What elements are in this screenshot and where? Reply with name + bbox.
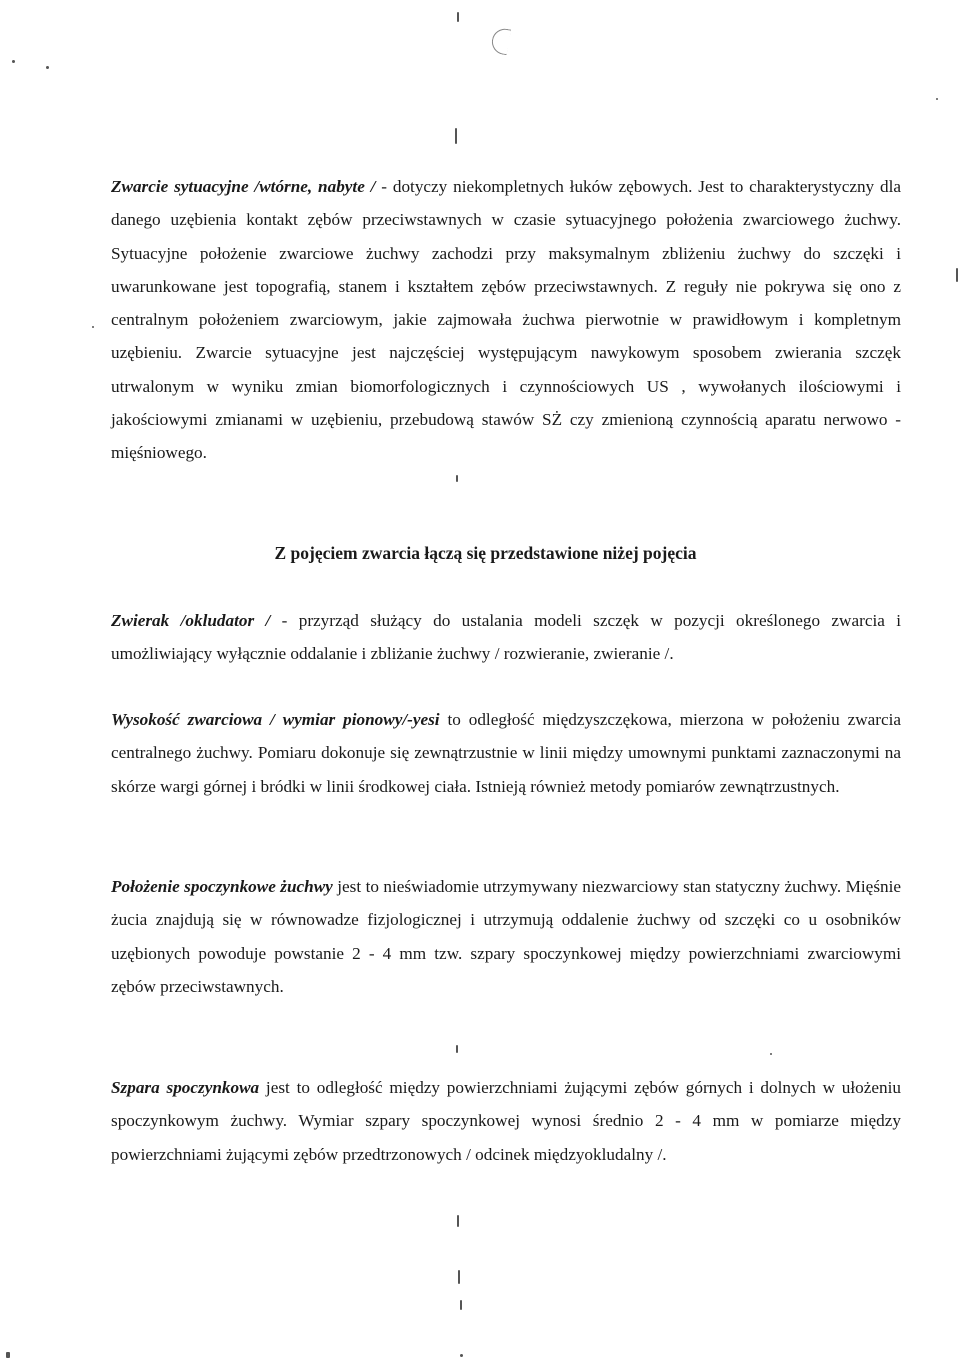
paragraph-polozenie-spoczynkowe (111, 870, 901, 1003)
term-zwarcie-sytuacyjne: Zwarcie sytuacyjne /wtórne, nabyte / (111, 177, 376, 196)
scan-speck (770, 1053, 772, 1055)
scan-speck (460, 1300, 462, 1310)
section-heading: Z pojęciem zwarcia łączą się przedstawione niżej pojęcia (274, 543, 697, 563)
paragraph-zwarcie-sytuacyjne (111, 170, 901, 470)
definition-zwarcie-sytuacyjne: - dotyczy niekompletnych łuków zębowych. Jest to charakterystyczny dla danego uzębienia kontakt zębów przeciwstawnych w czasie sytuacyjnego położenia zwarciowego żuchwy. Sytuacyjne położenie zwarciowe żuchwy zachodzi przy maksymalnym zbliżeniu żuchwy do szczęki i uwarunkowane jest topografią, stanem i kształtem zębów przeciwstawnych. Z reguły nie pokrywa się ono z centralnym położeniem zwarciowym, jakie zajmowała żuchwa pierwotnie w prawidłowym i kompletnym uzębieniu. Zwarcie sytuacyjne jest najczęściej występującym nawykowym sposobem zwierania szczęk utrwalonym w wyniku zmian biomorfologicznych i czynnościowych US , wywołanych ilościowymi i jakościowymi zmianami w uzębieniu, przebudową stawów SŻ czy zmienioną czynnością aparatu nerwowo - mięśniowego. (111, 177, 901, 463)
term-zwierak: Zwierak /okludator / (111, 611, 271, 630)
scan-speck (458, 1270, 460, 1284)
scan-speck (455, 128, 457, 144)
definition-wysokosc-zwarciowa: to odległość międzyszczękowa, mierzona w położeniu zwarcia centralnego żuchwy. Pomiaru dokonuje się zewnątrzustnie w linii między umownymi punktami zaznaczonymi na skórze wargi górnej i bródki w linii środkowej ciała. Istnieją również metody pomiarów zewnątrzustnych. (111, 710, 901, 796)
definition-zwierak: - przyrząd służący do ustalania modeli szczęk w pozycji określonego zwarcia i umożliwiający wyłącznie oddalanie i zbliżanie żuchwy / rozwieranie, zwieranie /. (111, 611, 901, 664)
scan-speck (457, 1215, 459, 1227)
definition-polozenie-spoczynkowe: jest to nieświadomie utrzymywany niezwarciowy stan statyczny żuchwy. Mięśnie żucia znajdują się w równowadze fizjologicznej i utrzymują oddalenie żuchwy od szczęki co u osobników uzębionych powoduje powstanie 2 - 4 mm tzw. szpary spoczynkowej między powierzchniami zwarciowymi zębów przeciwstawnych. (111, 877, 901, 996)
scan-mark (490, 27, 511, 56)
term-szpara-spoczynkowa: Szpara spoczynkowa (111, 1078, 260, 1097)
scan-speck (92, 326, 94, 328)
scan-speck (456, 1045, 458, 1053)
paragraph-wysokosc-zwarciowa (111, 703, 901, 803)
scan-speck (12, 60, 15, 63)
term-polozenie-spoczynkowe: Położenie spoczynkowe żuchwy (111, 877, 333, 896)
paragraph-szpara-spoczynkowa (111, 1071, 901, 1171)
scan-speck (956, 268, 958, 282)
scan-speck (457, 12, 459, 22)
scan-speck (6, 1352, 10, 1358)
scan-speck (936, 98, 938, 100)
paragraph-zwierak (111, 604, 901, 671)
scan-speck (460, 1354, 463, 1357)
term-wysokosc-zwarciowa: Wysokość zwarciowa / wymiar pionowy/-yesi (111, 710, 440, 729)
definition-szpara-spoczynkowa: jest to odległość między powierzchniami żującymi zębów górnych i dolnych w ułożeniu spoczynkowym żuchwy. Wymiar szpary spoczynkowej wynosi średnio 2 - 4 mm w pomiarze między powierzchniami żującymi zębów przedtrzonowych / odcinek międzyokludalny /. (111, 1078, 901, 1164)
scan-speck (46, 66, 49, 69)
scan-speck (456, 475, 458, 482)
